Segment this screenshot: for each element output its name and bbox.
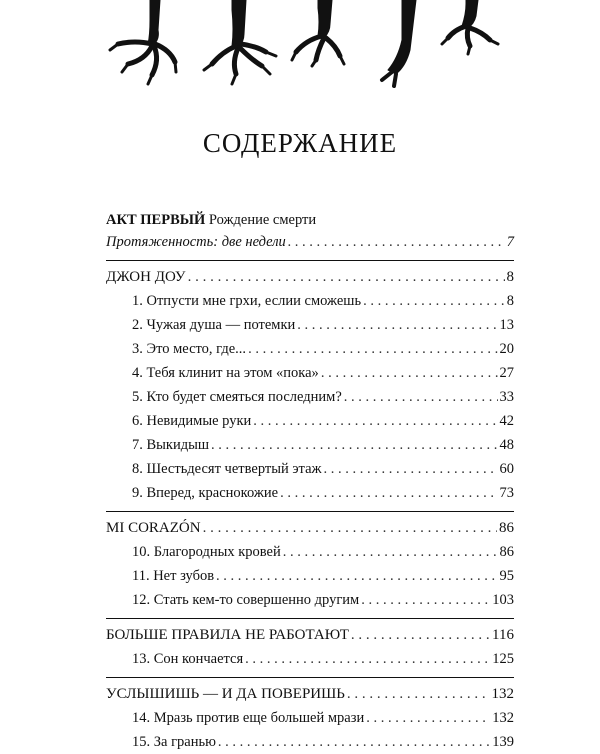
chapter-entry[interactable] [106,706,514,730]
chapter-title: 15. За гранью [132,734,216,750]
leader-dots [344,385,498,409]
act-heading [106,210,514,230]
page-number: 86 [499,544,514,560]
section-title: БОЛЬШЕ ПРАВИЛА НЕ РАБОТАЮТ [106,627,349,643]
toc-section-mi-corazon [106,511,514,612]
section-heading-entry[interactable] [106,516,514,540]
toc-section-john-doe [106,260,514,505]
page-number: 132 [491,686,514,702]
claw-illustration [292,0,344,66]
page-number: 33 [499,389,514,405]
leader-dots [347,682,490,706]
chapter-title: 11. Нет зубов [132,568,215,584]
page-number: 125 [492,651,514,667]
chapter-title: 12. Стать кем-то совершенно другим [132,592,360,608]
chapter-title: 8. Шестьдесят четвертый этаж [132,461,322,477]
page-number: 13 [499,317,514,333]
act-subtitle: Рождение смерти [208,212,317,228]
chapter-entry[interactable] [106,409,514,433]
chapter-title: 5. Кто будет смеяться последним? [132,389,342,405]
leader-dots [361,588,490,612]
chapter-entry[interactable] [106,289,514,313]
leader-dots [216,564,497,588]
toc-section-believe [106,677,514,754]
section-heading-entry[interactable] [106,623,514,647]
table-of-contents [106,210,514,754]
chapter-entry[interactable] [106,730,514,754]
leader-dots [188,265,505,289]
chapter-entry[interactable] [106,457,514,481]
page-number: 8 [506,293,514,309]
page-number: 86 [499,520,514,536]
claw-illustration [204,0,276,84]
leader-dots [363,289,505,313]
page-number: 7 [506,234,514,250]
leader-dots [324,457,498,481]
chapter-title: 4. Тебя клинит на этом «пока» [132,365,319,381]
section-title: ДЖОН ДОУ [106,269,186,285]
page-number: 48 [499,437,514,453]
act-duration-entry[interactable] [106,230,514,254]
page-number: 20 [499,341,514,357]
page-number: 116 [492,627,514,643]
chapter-entry[interactable] [106,540,514,564]
section-heading-entry[interactable] [106,265,514,289]
chapter-entry[interactable] [106,433,514,457]
toc-section-rules [106,618,514,671]
chapter-title: 9. Вперед, краснокожие [132,485,279,501]
chapter-entry[interactable] [106,564,514,588]
chapter-title: 1. Отпусти мне грхи, еслии сможешь [132,293,362,309]
act-label: АКТ ПЕРВЫЙ [106,212,206,228]
page-number: 27 [499,365,514,381]
leader-dots [351,623,490,647]
leader-dots [203,516,497,540]
leader-dots [211,433,497,457]
chapter-title: 10. Благородных кровей [132,544,281,560]
chapter-entry[interactable] [106,361,514,385]
chapter-title: 13. Сон кончается [132,651,244,667]
chapter-title: 14. Мразь против еще большей мрази [132,710,365,726]
page-number: 42 [499,413,514,429]
page-title: СОДЕРЖАНИЕ [202,128,398,158]
chapter-title: 6. Невидимые руки [132,413,252,429]
leader-dots [253,409,497,433]
leader-dots [321,361,498,385]
section-title: MI CORAZÓN [106,520,201,536]
leader-dots [218,730,490,754]
page-number: 73 [499,485,514,501]
page-number: 139 [492,734,514,750]
leader-dots [366,706,490,730]
leader-dots [280,481,497,505]
chapter-entry[interactable] [106,481,514,505]
leader-dots [297,313,497,337]
chapter-entry[interactable] [106,588,514,612]
act-duration-label: Протяженность: две недели [106,234,286,250]
page-number: 8 [506,269,514,285]
monster-claws-icon [0,0,600,90]
leader-dots [245,647,490,671]
chapter-entry[interactable] [106,313,514,337]
claw-illustration [382,0,416,86]
claw-illustration [110,0,176,84]
chapter-title: 7. Выкидыш [132,437,210,453]
leader-dots [288,230,505,254]
page-number: 132 [492,710,514,726]
chapter-entry[interactable] [106,385,514,409]
chapter-title: 3. Это место, где... [132,341,247,357]
chapter-entry[interactable] [106,647,514,671]
section-title: УСЛЫШИШЬ — И ДА ПОВЕРИШЬ [106,686,345,702]
page-number: 60 [499,461,514,477]
section-heading-entry[interactable] [106,682,514,706]
page-number: 95 [499,568,514,584]
claw-illustration [442,0,498,54]
chapter-entry[interactable] [106,337,514,361]
leader-dots [248,337,497,361]
leader-dots [283,540,498,564]
page-number: 103 [492,592,514,608]
chapter-title: 2. Чужая душа — потемки [132,317,296,333]
